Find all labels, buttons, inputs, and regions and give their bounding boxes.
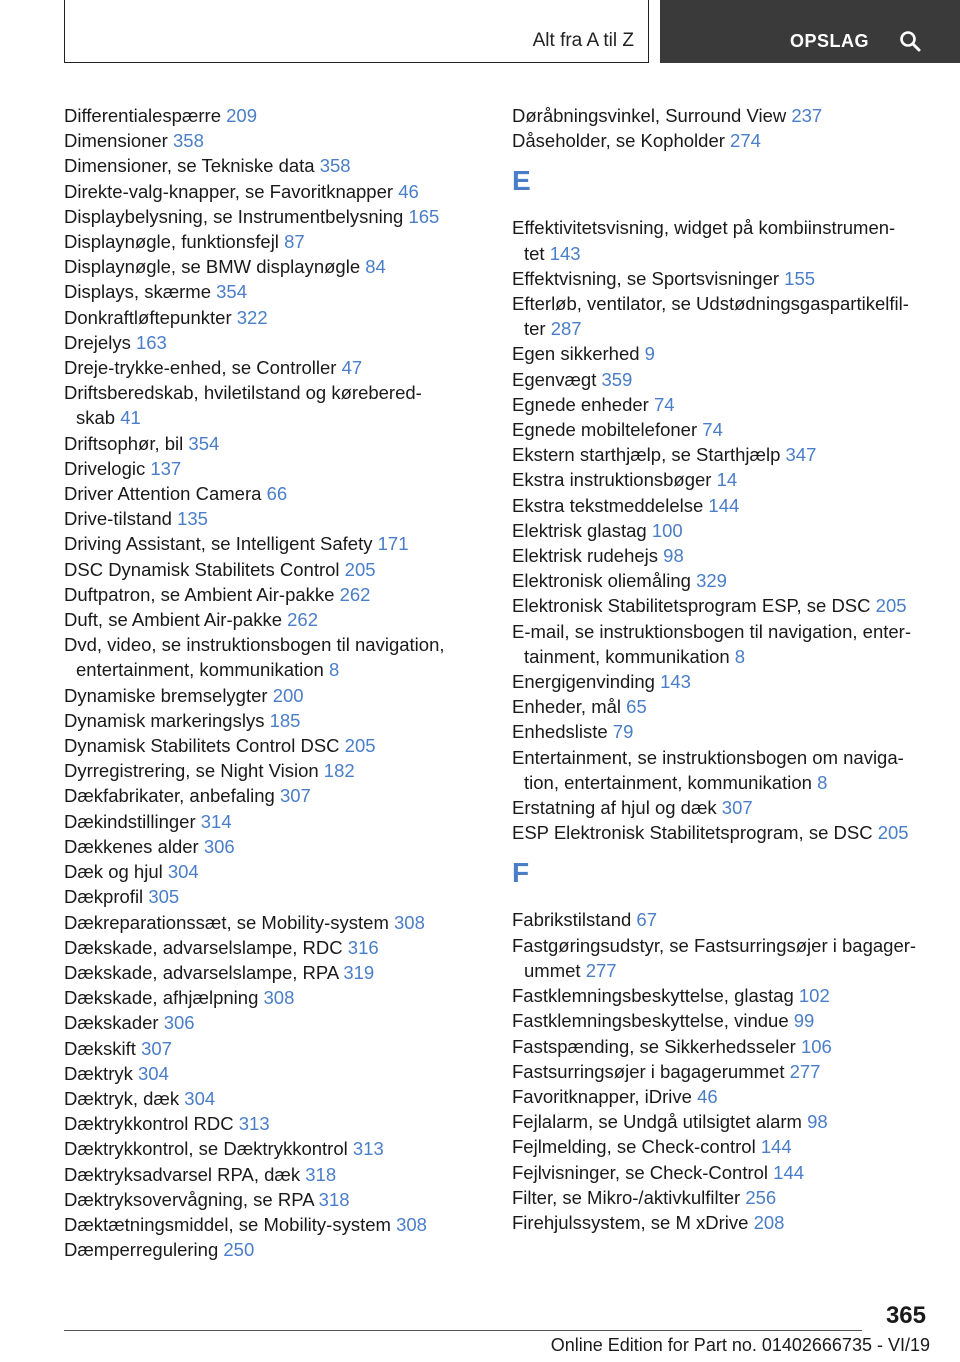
- entry-term: Driving Assistant, se Intelligent Safety: [64, 533, 373, 555]
- entry-term-continuation: tet: [524, 242, 545, 264]
- index-entry: [512, 417, 942, 442]
- lookup-button-label: OPSLAG: [790, 31, 870, 51]
- entry-term: Dækkenes alder: [64, 835, 199, 857]
- entry-term-continuation: skab: [76, 407, 116, 429]
- index-entry: [512, 1210, 942, 1235]
- page-reference-link[interactable]: 84: [365, 256, 386, 278]
- index-entry: [64, 758, 494, 783]
- index-entry: [512, 820, 942, 845]
- entry-term-continuation: entertainment, kommunikation: [76, 659, 324, 681]
- page-reference-link[interactable]: 106: [800, 1035, 832, 1057]
- index-entry: [512, 467, 942, 492]
- index-entry: [512, 907, 942, 932]
- index-entry: [64, 834, 494, 859]
- entry-term: Displaynøgle, funktionsfejl: [64, 231, 279, 253]
- index-entry: [64, 632, 494, 682]
- entry-term: ESP Elektronisk Stabilitetsprogram, se DSC: [512, 822, 873, 844]
- index-entry: [64, 557, 494, 582]
- index-entry: [512, 745, 942, 795]
- index-entry: [512, 128, 942, 153]
- entry-term: Dækprofil: [64, 886, 144, 908]
- entry-term: Egen sikkerhed: [512, 343, 640, 365]
- page-reference-link[interactable]: 185: [269, 709, 301, 731]
- entry-term: Dimensioner: [64, 130, 168, 152]
- entry-term: Drejelys: [64, 331, 131, 353]
- index-entry: [64, 859, 494, 884]
- section-letter-f: F: [512, 857, 530, 889]
- page-reference-link[interactable]: 209: [226, 105, 257, 126]
- index-entry: [64, 254, 494, 279]
- page-reference-link[interactable]: 74: [702, 419, 723, 441]
- entry-term: Dæktryk, dæk: [64, 1087, 180, 1109]
- page-reference-link[interactable]: 304: [167, 861, 199, 883]
- index-entry: [512, 795, 942, 820]
- page-reference-link[interactable]: 262: [287, 609, 319, 631]
- entry-term: Dæktryk: [64, 1062, 133, 1084]
- page-reference-link[interactable]: 316: [347, 936, 379, 958]
- page-reference-link[interactable]: 277: [789, 1060, 821, 1082]
- entry-term: Fastspænding, se Sikkerhedsseler: [512, 1035, 796, 1057]
- chapter-title: Alt fra A til Z: [532, 30, 634, 51]
- page-reference-link[interactable]: 98: [807, 1111, 828, 1133]
- index-entry: [512, 442, 942, 467]
- entry-term: Dækskade, advarselslampe, RPA: [64, 961, 339, 983]
- page-reference-link[interactable]: 359: [601, 368, 633, 390]
- index-entry: [64, 204, 494, 229]
- entry-term: Displaybelysning, se Instrumentbelysning: [64, 205, 404, 227]
- entry-term: Dåseholder, se Kopholder: [512, 130, 725, 152]
- page-reference-link[interactable]: 358: [319, 155, 351, 177]
- entry-term: Filter, se Mikro-/aktivkulfilter: [512, 1186, 741, 1208]
- index-entry: [64, 607, 494, 632]
- entry-term: Elektrisk rudehejs: [512, 545, 659, 567]
- page-reference-link[interactable]: 313: [238, 1113, 270, 1135]
- entry-term: Dækskift: [64, 1037, 136, 1059]
- index-entry: [64, 985, 494, 1010]
- entry-term: Ekstern starthjælp, se Starthjælp: [512, 444, 781, 466]
- index-entry: [64, 884, 494, 909]
- page-reference-link[interactable]: 205: [875, 595, 907, 617]
- entry-term: Dynamiske bremselygter: [64, 684, 268, 706]
- entry-term: Fastklemningsbeskyttelse, glastag: [512, 985, 794, 1007]
- entry-term: Driver Attention Camera: [64, 483, 262, 505]
- page-reference-link[interactable]: 313: [352, 1138, 384, 1160]
- index-entry: [64, 809, 494, 834]
- entry-term-continued: [512, 958, 942, 983]
- page-reference-link[interactable]: 143: [660, 671, 691, 693]
- search-icon: [898, 29, 922, 53]
- index-entry: [64, 960, 494, 985]
- entry-term: Firehjulssystem, se M xDrive: [512, 1211, 749, 1233]
- page-reference-link[interactable]: 250: [223, 1239, 255, 1261]
- entry-term: Elektrisk glastag: [512, 519, 647, 541]
- entry-term: Dyrregistrering, se Night Vision: [64, 760, 319, 782]
- footer-divider: [64, 1330, 862, 1331]
- entry-term-continued: [512, 644, 942, 669]
- index-entry: [64, 783, 494, 808]
- entry-term: Dreje-trykke-enhed, se Controller: [64, 357, 337, 379]
- index-entry: [512, 1059, 942, 1084]
- page-reference-link[interactable]: 354: [216, 281, 248, 303]
- index-entry: [512, 568, 942, 593]
- entry-term: Donkraftløftepunkter: [64, 306, 232, 328]
- page-reference-link[interactable]: 182: [323, 760, 355, 782]
- page-reference-link[interactable]: 304: [184, 1087, 216, 1109]
- entry-term: Dæktrykkontrol RDC: [64, 1113, 234, 1135]
- index-entry: [64, 1010, 494, 1035]
- entry-term: Driftsberedskab, hviletilstand og kørebered-: [64, 382, 422, 404]
- footer-edition-text: Online Edition for Part no. 01402666735 - VI/19: [550, 1335, 930, 1355]
- entry-term: Fejlmelding, se Check-control: [512, 1136, 756, 1158]
- entry-term: Dæk og hjul: [64, 861, 163, 883]
- entry-term: Enheder, mål: [512, 696, 622, 718]
- entry-term: Drivelogic: [64, 457, 146, 479]
- entry-term: Driftsophør, bil: [64, 432, 184, 454]
- page-reference-link[interactable]: 205: [344, 558, 376, 580]
- index-entry: [512, 103, 942, 128]
- entry-term: Dækskade, advarselslampe, RDC: [64, 936, 343, 958]
- page-reference-link[interactable]: 205: [344, 735, 376, 757]
- entry-term: Dækfabrikater, anbefaling: [64, 785, 275, 807]
- entry-term: Elektronisk oliemåling: [512, 570, 691, 592]
- index-entry: [512, 291, 942, 341]
- section-letter-e: E: [512, 165, 531, 197]
- index-entry: [64, 582, 494, 607]
- page-reference-link[interactable]: 67: [636, 909, 657, 931]
- page-reference-link[interactable]: 163: [135, 331, 167, 353]
- index-entry: [64, 1086, 494, 1111]
- entry-term: Fastsurringsøjer i bagagerummet: [512, 1060, 785, 1082]
- entry-term: Erstatning af hjul og dæk: [512, 797, 717, 819]
- index-entry: [512, 266, 942, 291]
- index-entry: [64, 103, 494, 128]
- page-reference-link[interactable]: 87: [284, 231, 305, 253]
- page-reference-link[interactable]: 14: [716, 469, 738, 491]
- page-reference-link[interactable]: 200: [272, 684, 304, 706]
- index-entry: [64, 506, 494, 531]
- entry-term: Effektvisning, se Sportsvisninger: [512, 267, 780, 289]
- entry-term: Displays, skærme: [64, 281, 211, 303]
- page-reference-link[interactable]: 314: [200, 810, 232, 832]
- entry-term: Dvd, video, se instruktionsbogen til navigation,: [64, 634, 445, 656]
- page-reference-link[interactable]: 287: [550, 318, 582, 340]
- page-reference-link[interactable]: 308: [396, 1213, 427, 1235]
- entry-term: Fastklemningsbeskyttelse, vindue: [512, 1010, 789, 1032]
- page-reference-link[interactable]: 46: [398, 180, 419, 202]
- entry-term: Fejlalarm, se Undgå utilsigtet alarm: [512, 1111, 802, 1133]
- page-reference-link[interactable]: 137: [150, 457, 182, 479]
- index-entry: [64, 935, 494, 960]
- index-entry: [512, 1084, 942, 1109]
- entry-term: Dæktætningsmiddel, se Mobility-system: [64, 1213, 391, 1235]
- page-reference-link[interactable]: 79: [612, 721, 634, 743]
- entry-term: Duft, se Ambient Air-pakke: [64, 609, 282, 631]
- index-entry: [64, 128, 494, 153]
- entry-term: Dæktrykkontrol, se Dæktrykkontrol: [64, 1138, 348, 1160]
- page-reference-link[interactable]: 66: [266, 483, 288, 505]
- index-entry: [64, 380, 494, 430]
- index-entry: [64, 910, 494, 935]
- entry-term: Døråbningsvinkel, Surround View: [512, 105, 787, 126]
- page-reference-link[interactable]: 144: [773, 1161, 805, 1183]
- page-reference-link[interactable]: 307: [141, 1037, 172, 1059]
- entry-term: Egnede mobiltelefoner: [512, 419, 698, 441]
- entry-term-continued: [64, 405, 494, 430]
- entry-term: Ekstra instruktionsbøger: [512, 469, 712, 491]
- entry-term: Dækskader: [64, 1012, 159, 1034]
- page-reference-link[interactable]: 98: [663, 545, 684, 567]
- page-reference-link[interactable]: 41: [120, 407, 141, 429]
- entry-term-continuation: ummet: [524, 959, 581, 981]
- page-reference-link[interactable]: 171: [377, 533, 409, 555]
- index-entry: [512, 493, 942, 518]
- page-reference-link[interactable]: 308: [394, 911, 425, 933]
- lookup-button[interactable]: [660, 0, 960, 63]
- entry-term: E-mail, se instruktionsbogen til navigation, enter-: [512, 620, 911, 642]
- entry-term-continuation: tion, entertainment, kommunikation: [524, 771, 812, 793]
- index-entry: [512, 1109, 942, 1134]
- index-entry: [64, 1162, 494, 1187]
- entry-term-continuation: tainment, kommunikation: [524, 645, 730, 667]
- index-entry: [64, 279, 494, 304]
- page-reference-link[interactable]: 144: [760, 1136, 792, 1158]
- index-entry: [64, 305, 494, 330]
- index-entry: [512, 669, 942, 694]
- index-entry: [512, 1034, 942, 1059]
- entry-term: Displaynøgle, se BMW displaynøgle: [64, 256, 361, 278]
- index-entry: [512, 392, 942, 417]
- entry-term: Fabrikstilstand: [512, 909, 632, 931]
- entry-term: Ekstra tekstmeddelelse: [512, 494, 704, 516]
- entry-term: Dynamisk markeringslys: [64, 709, 265, 731]
- entry-term: Drive-tilstand: [64, 508, 172, 530]
- page-reference-link[interactable]: 329: [696, 570, 727, 592]
- page-reference-link[interactable]: 305: [148, 886, 180, 908]
- index-entry: [64, 153, 494, 178]
- index-entry: [64, 531, 494, 556]
- entry-term: Dæmperregulering: [64, 1239, 219, 1261]
- page-reference-link[interactable]: 319: [343, 961, 375, 983]
- index-entry: [64, 1212, 494, 1237]
- entry-term: Enhedsliste: [512, 721, 608, 743]
- entry-term-continued: [512, 316, 942, 341]
- page-reference-link[interactable]: 102: [798, 985, 830, 1007]
- entry-term: Dæktryksovervågning, se RPA: [64, 1188, 314, 1210]
- page-reference-link[interactable]: 277: [585, 959, 617, 981]
- index-entry: [64, 1061, 494, 1086]
- page-reference-link[interactable]: 47: [341, 357, 363, 379]
- page-reference-link[interactable]: 274: [730, 130, 761, 152]
- index-entry: [512, 215, 942, 265]
- entry-term: Dynamisk Stabilitets Control DSC: [64, 735, 340, 757]
- chapter-tab[interactable]: [64, 0, 649, 63]
- page-reference-link[interactable]: 135: [177, 508, 208, 530]
- entry-term: Fejlvisninger, se Check-Control: [512, 1161, 769, 1183]
- page-reference-link[interactable]: 256: [745, 1186, 777, 1208]
- index-entry: [512, 1008, 942, 1033]
- index-entry: [64, 683, 494, 708]
- entry-term-continued: [64, 657, 494, 682]
- index-entry: [64, 456, 494, 481]
- index-entry: [512, 543, 942, 568]
- entry-term: Dækskade, afhjælpning: [64, 987, 259, 1009]
- entry-term: Dækindstillinger: [64, 810, 196, 832]
- entry-term-continuation: ter: [524, 318, 546, 340]
- index-entry: [512, 1185, 942, 1210]
- entry-term: DSC Dynamisk Stabilitets Control: [64, 558, 340, 580]
- page-reference-link[interactable]: 99: [793, 1010, 815, 1032]
- entry-term: Dækreparationssæt, se Mobility-system: [64, 911, 389, 933]
- page-reference-link[interactable]: 205: [877, 822, 909, 844]
- page-reference-link[interactable]: 358: [173, 130, 204, 152]
- index-entry: [512, 983, 942, 1008]
- index-entry: [64, 330, 494, 355]
- index-entry: [512, 933, 942, 983]
- index-entry: [512, 1134, 942, 1159]
- page-reference-link[interactable]: 237: [791, 105, 823, 126]
- index-entry: [64, 1136, 494, 1161]
- entry-term: Dæktryksadvarsel RPA, dæk: [64, 1163, 301, 1185]
- page-reference-link[interactable]: 65: [626, 696, 647, 718]
- index-entry: [64, 1111, 494, 1136]
- page-header: [0, 0, 960, 66]
- entry-term: Effektivitetsvisning, widget på kombiinstrumen-: [512, 217, 896, 239]
- index-entry: [64, 355, 494, 380]
- entry-term: Duftpatron, se Ambient Air-pakke: [64, 583, 335, 605]
- page-number: 365: [885, 1302, 926, 1329]
- index-entry: [64, 1036, 494, 1061]
- entry-term-continued: [512, 770, 942, 795]
- entry-term: Direkte-valg-knapper, se Favoritknapper: [64, 180, 394, 202]
- page-reference-link[interactable]: 308: [263, 987, 295, 1009]
- page-reference-link[interactable]: 100: [651, 519, 683, 541]
- page-reference-link[interactable]: 318: [318, 1188, 350, 1210]
- page-reference-link[interactable]: 262: [339, 583, 371, 605]
- index-entry: [512, 719, 942, 744]
- page-reference-link[interactable]: 143: [549, 242, 581, 264]
- page-reference-link[interactable]: 347: [785, 444, 817, 466]
- entry-term: Efterløb, ventilator, se Udstødningsgaspartikelfil-: [512, 293, 909, 315]
- entry-term: Fastgøringsudstyr, se Fastsurringsøjer i bagager-: [512, 934, 917, 956]
- index-entry: [512, 619, 942, 669]
- entry-term: Entertainment, se instruktionsbogen om naviga-: [512, 746, 904, 768]
- entry-term: Egnede enheder: [512, 393, 649, 415]
- page-reference-link[interactable]: 306: [203, 835, 235, 857]
- index-entry: [64, 179, 494, 204]
- page-reference-link[interactable]: 208: [753, 1211, 785, 1233]
- index-column-right: [512, 103, 942, 1235]
- page-reference-link[interactable]: 74: [653, 393, 675, 415]
- page-reference-link[interactable]: 304: [138, 1062, 169, 1084]
- page-reference-link[interactable]: 165: [408, 205, 440, 227]
- page-reference-link[interactable]: 46: [697, 1085, 718, 1107]
- index-entry: [64, 481, 494, 506]
- page-reference-link[interactable]: 307: [721, 797, 753, 819]
- index-entry: [512, 518, 942, 543]
- entry-term: Favoritknapper, iDrive: [512, 1085, 692, 1107]
- entry-term: Differentialespærre: [64, 105, 221, 126]
- index-entry: [64, 1187, 494, 1212]
- page-reference-link[interactable]: 354: [188, 432, 220, 454]
- index-entry: [64, 733, 494, 758]
- entry-term-continued: [512, 241, 942, 266]
- entry-term: Energigenvinding: [512, 671, 655, 693]
- index-entry: [64, 1237, 494, 1262]
- page-reference-link[interactable]: 8: [328, 659, 340, 681]
- page-reference-link[interactable]: 306: [163, 1012, 195, 1034]
- index-entry: [64, 708, 494, 733]
- page-reference-link[interactable]: 155: [784, 267, 816, 289]
- entry-term: Dimensioner, se Tekniske data: [64, 155, 315, 177]
- entry-term: Egenvægt: [512, 368, 597, 390]
- page-reference-link[interactable]: 9: [644, 343, 655, 365]
- page-reference-link[interactable]: 307: [279, 785, 311, 807]
- page-reference-link[interactable]: 8: [734, 645, 746, 667]
- index-entry: [512, 1160, 942, 1185]
- index-entry: [512, 341, 942, 366]
- page-reference-link[interactable]: 144: [708, 494, 740, 516]
- entry-term: Elektronisk Stabilitetsprogram ESP, se DSC: [512, 595, 871, 617]
- page-reference-link[interactable]: 318: [305, 1163, 337, 1185]
- page-reference-link[interactable]: 322: [236, 306, 268, 328]
- index-column-left: [64, 103, 494, 1262]
- index-entry: [64, 431, 494, 456]
- index-entry: [512, 593, 942, 618]
- page-reference-link[interactable]: 8: [817, 771, 828, 793]
- index-entry: [512, 694, 942, 719]
- index-entry: [512, 367, 942, 392]
- index-entry: [64, 229, 494, 254]
